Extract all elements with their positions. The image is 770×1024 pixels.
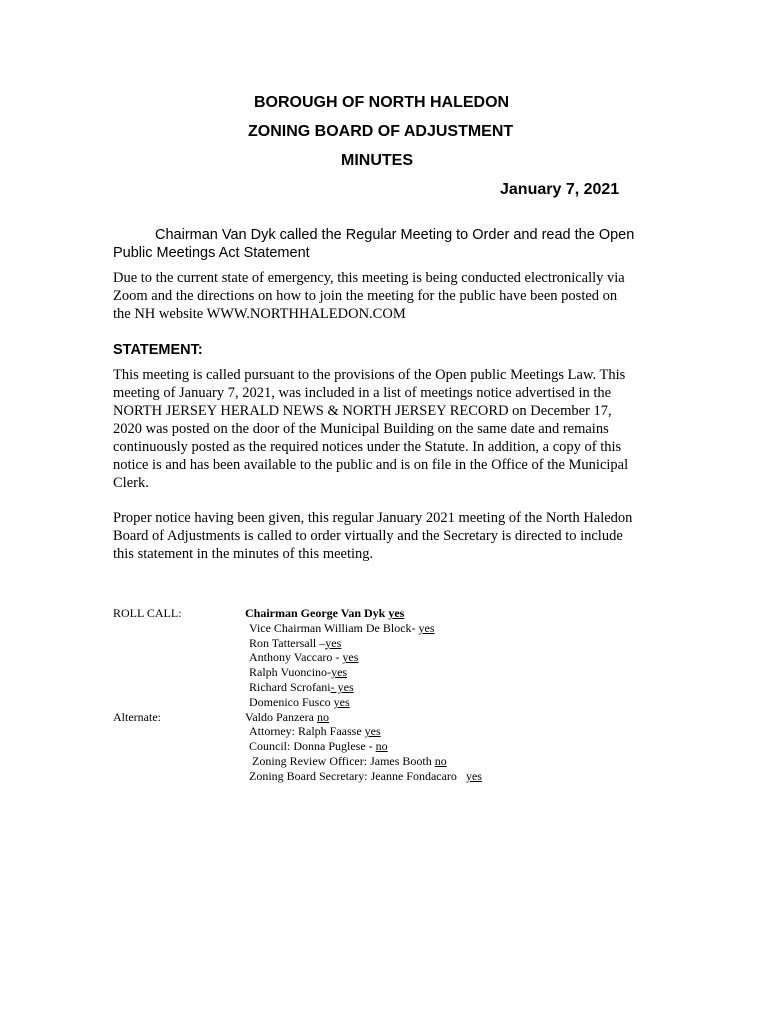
emergency-line-3: the NH website WWW.NORTHHALEDON.COM [113, 306, 406, 322]
roll-call-list [245, 606, 482, 784]
vote-mark: yes [364, 724, 381, 739]
roll-call-entry-alternate: Valdo Panzera no [245, 709, 329, 724]
roll-call-entry: Vice Chairman William De Block- yes [249, 620, 435, 635]
statement-heading: STATEMENT: [113, 342, 203, 358]
roll-call-entry: Attorney: Ralph Faasse yes [249, 724, 381, 739]
roll-call-entry: Ron Tattersall –yes [249, 635, 342, 650]
notice-paragraph [113, 509, 632, 563]
notice-line: this statement in the minutes of this meeting. [113, 546, 374, 562]
alternate-label: Alternate: [113, 710, 161, 724]
vote-mark: yes [342, 650, 359, 665]
vote-mark: yes [331, 665, 348, 680]
intro-line-1: Chairman Van Dyk called the Regular Meeting to Order and read the Open [155, 227, 635, 243]
statement-line: notice is and has been available to the public and is on file in the Office of the Municipal [113, 457, 629, 473]
notice-line: Board of Adjustments is called to order virtually and the Secretary is directed to include [113, 528, 623, 544]
emergency-line-1: Due to the current state of emergency, this meeting is being conducted electronically via [113, 270, 625, 286]
notice-line: Proper notice having been given, this regular January 2021 meeting of the North Haledon [113, 510, 633, 526]
roll-call-label: ROLL CALL: [113, 606, 182, 620]
vote-mark: no [375, 739, 388, 754]
board-title: ZONING BOARD OF ADJUSTMENT [248, 123, 514, 140]
vote-mark: no [316, 709, 329, 724]
emergency-paragraph [113, 269, 625, 323]
statement-line: This meeting is called pursuant to the provisions of the Open public Meetings Law. This [113, 367, 626, 383]
vote-mark: - yes [330, 679, 354, 694]
statement-line: 2020 was posted on the door of the Municipal Building on the same date and remains [113, 421, 609, 437]
document-type: MINUTES [341, 152, 413, 169]
roll-call-entry: Anthony Vaccaro - yes [249, 650, 359, 665]
meeting-date: January 7, 2021 [500, 181, 620, 198]
roll-call-entry: Ralph Vuoncino-yes [249, 665, 348, 680]
statement-line: continuously posted as the required notices under the Statute. In addition, a copy of this [113, 439, 622, 455]
roll-call-entry: Council: Donna Puglese - no [249, 739, 388, 754]
vote-mark: no [434, 753, 447, 768]
roll-call-entry-chairman: Chairman George Van Dyk yes [245, 606, 405, 620]
emergency-line-2: Zoom and the directions on how to join the meeting for the public have been posted on [113, 288, 618, 304]
statement-line: NORTH JERSEY HERALD NEWS & NORTH JERSEY RECORD on December 17, [113, 403, 612, 419]
vote-mark: yes [325, 635, 342, 650]
roll-call-entry: Zoning Board Secretary: Jeanne Fondacaro yes [249, 768, 482, 783]
vote-mark: yes [388, 606, 405, 620]
statement-line: meeting of January 7, 2021, was included in a list of meetings notice advertised in the [113, 385, 612, 401]
vote-mark: yes [333, 694, 350, 709]
intro-line-2: Public Meetings Act Statement [113, 245, 310, 261]
vote-mark: yes [418, 620, 435, 635]
roll-call-entry: Richard Scrofani- yes [249, 679, 354, 694]
roll-call-entry: Domenico Fusco yes [249, 694, 350, 709]
org-title: BOROUGH OF NORTH HALEDON [254, 94, 510, 111]
roll-call-entry: Zoning Review Officer: James Booth no [249, 753, 447, 768]
vote-mark: yes [465, 768, 482, 783]
statement-paragraph [113, 366, 628, 492]
statement-line: Clerk. [113, 475, 149, 491]
